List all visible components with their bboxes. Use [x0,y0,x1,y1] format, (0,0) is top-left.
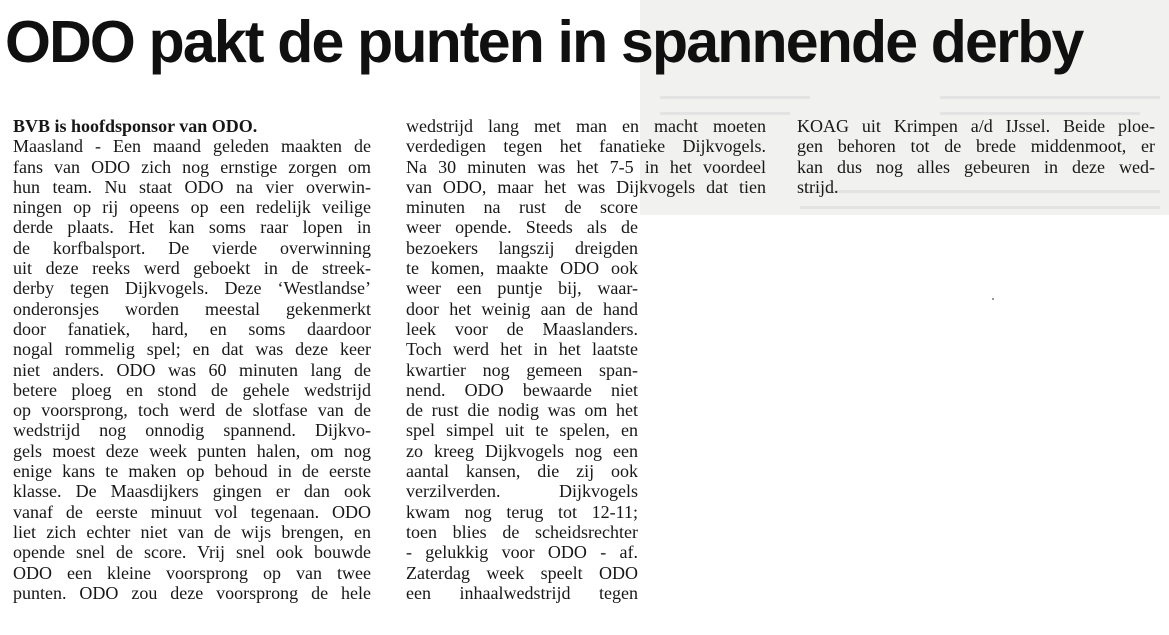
body-line: derby tegen Dijkvogels. Deze ‘Westlandse’ [13,278,371,299]
body-line: Zaterdag week speelt ODO [406,562,638,583]
body-line: spel simpel uit te spelen, en [406,420,638,441]
body-line: ODO een kleine voorsprong op van twee [13,562,371,583]
body-line: door fanatiek, hard, en soms daardoor [13,318,371,339]
body-line: wedstrijd lang met man en macht moeten [406,116,766,136]
body-line: betere ploeg en stond de gehele wedstrijd [13,379,371,400]
body-line: minuten na rust de score [406,197,638,218]
narrow-text-block [406,197,766,603]
body-line: niet anders. ODO was 60 minuten lang de [13,359,371,380]
body-line: opende snel de score. Vrij snel ook bouwde [13,542,371,563]
body-line: kan dus nog alles gebeuren in deze wed- [797,156,1155,177]
body-line: uit deze reeks werd geboekt in de streek- [13,258,371,279]
article-column-2 [406,116,766,603]
body-line: weer een puntje bij, waar- [406,278,638,299]
article-subhead: BVB is hoofdsponsor van ODO. [13,116,258,136]
body-line: strijd. [797,176,839,197]
body-line: te komen, maakte ODO ook [406,258,638,279]
body-line: verzilverden. Dijkvogels [406,481,638,502]
body-line: enige kans te maken op behoud in de eerste [13,461,371,482]
body-line: - gelukkig voor ODO - af. [406,542,638,563]
body-line: Toch werd het in het laatste [406,339,638,360]
body-line: de korfbalsport. De vierde overwinning [13,237,371,258]
body-line: door het weinig aan de hand [406,298,638,319]
body-line: op voorsprong, toch werd de slotfase van de [13,400,371,421]
body-line: een inhaalwedstrijd tegen [406,582,638,603]
body-line: vanaf de eerste minuut vol tegenaan. ODO [13,501,371,522]
body-line: aantal kansen, die zij ook [406,461,638,482]
body-line: Maasland - Een maand geleden maakten de [13,136,371,157]
body-line: van ODO, maar het was Dijkvogels dat tien [406,176,766,197]
body-line: gen behoren tot de brede middenmoot, er [797,136,1155,157]
body-line: nend. ODO bewaarde niet [406,379,638,400]
body-line: punten. ODO zou deze voorsprong de hele [13,582,371,603]
body-line: kwartier nog gemeen span- [406,359,638,380]
body-line: ningen op rij opeens op een redelijk veilige [13,197,371,218]
body-line: leek voor de Maaslanders. [406,318,638,339]
body-line: onderonsjes worden meestal gekenmerkt [13,298,371,319]
body-line: derde plaats. Het kan soms raar lopen in [13,217,371,238]
scan-speck [992,298,994,300]
body-line: klasse. De Maasdijkers gingen er dan ook [13,481,371,502]
body-line: weer opende. Steeds als de [406,217,638,238]
body-line: wedstrijd nog onnodig spannend. Dijkvo- [13,420,371,441]
body-line: toen blies de scheidsrechter [406,521,638,542]
body-line: hun team. Nu staat ODO na vier overwin- [13,176,371,197]
body-line: liet zich echter niet van de wijs brengen, en [13,521,371,542]
body-line: Na 30 minuten was het 7-5 in het voordeel [406,156,766,177]
body-line: gels moest deze week punten halen, om nog [13,440,371,461]
body-line: de rust die nodig was om het [406,400,638,421]
article-column-3 [797,116,1155,197]
body-line: bezoekers langszij dreigden [406,237,638,258]
body-line: zo kreeg Dijkvogels nog een [406,440,638,461]
article-headline: ODO pakt de punten in spannende derby [5,9,1083,75]
body-line: KOAG uit Krimpen a/d IJssel. Beide ploe- [797,116,1155,136]
body-line: nogal rommelig spel; en dat was deze keer [13,339,371,360]
body-line: verdedigen tegen het fanatieke Dijkvogels. [406,136,766,157]
body-line: kwam nog terug tot 12-11; [406,501,638,522]
body-line: fans van ODO zich nog ernstige zorgen om [13,156,371,177]
article-column-1 [13,116,371,603]
